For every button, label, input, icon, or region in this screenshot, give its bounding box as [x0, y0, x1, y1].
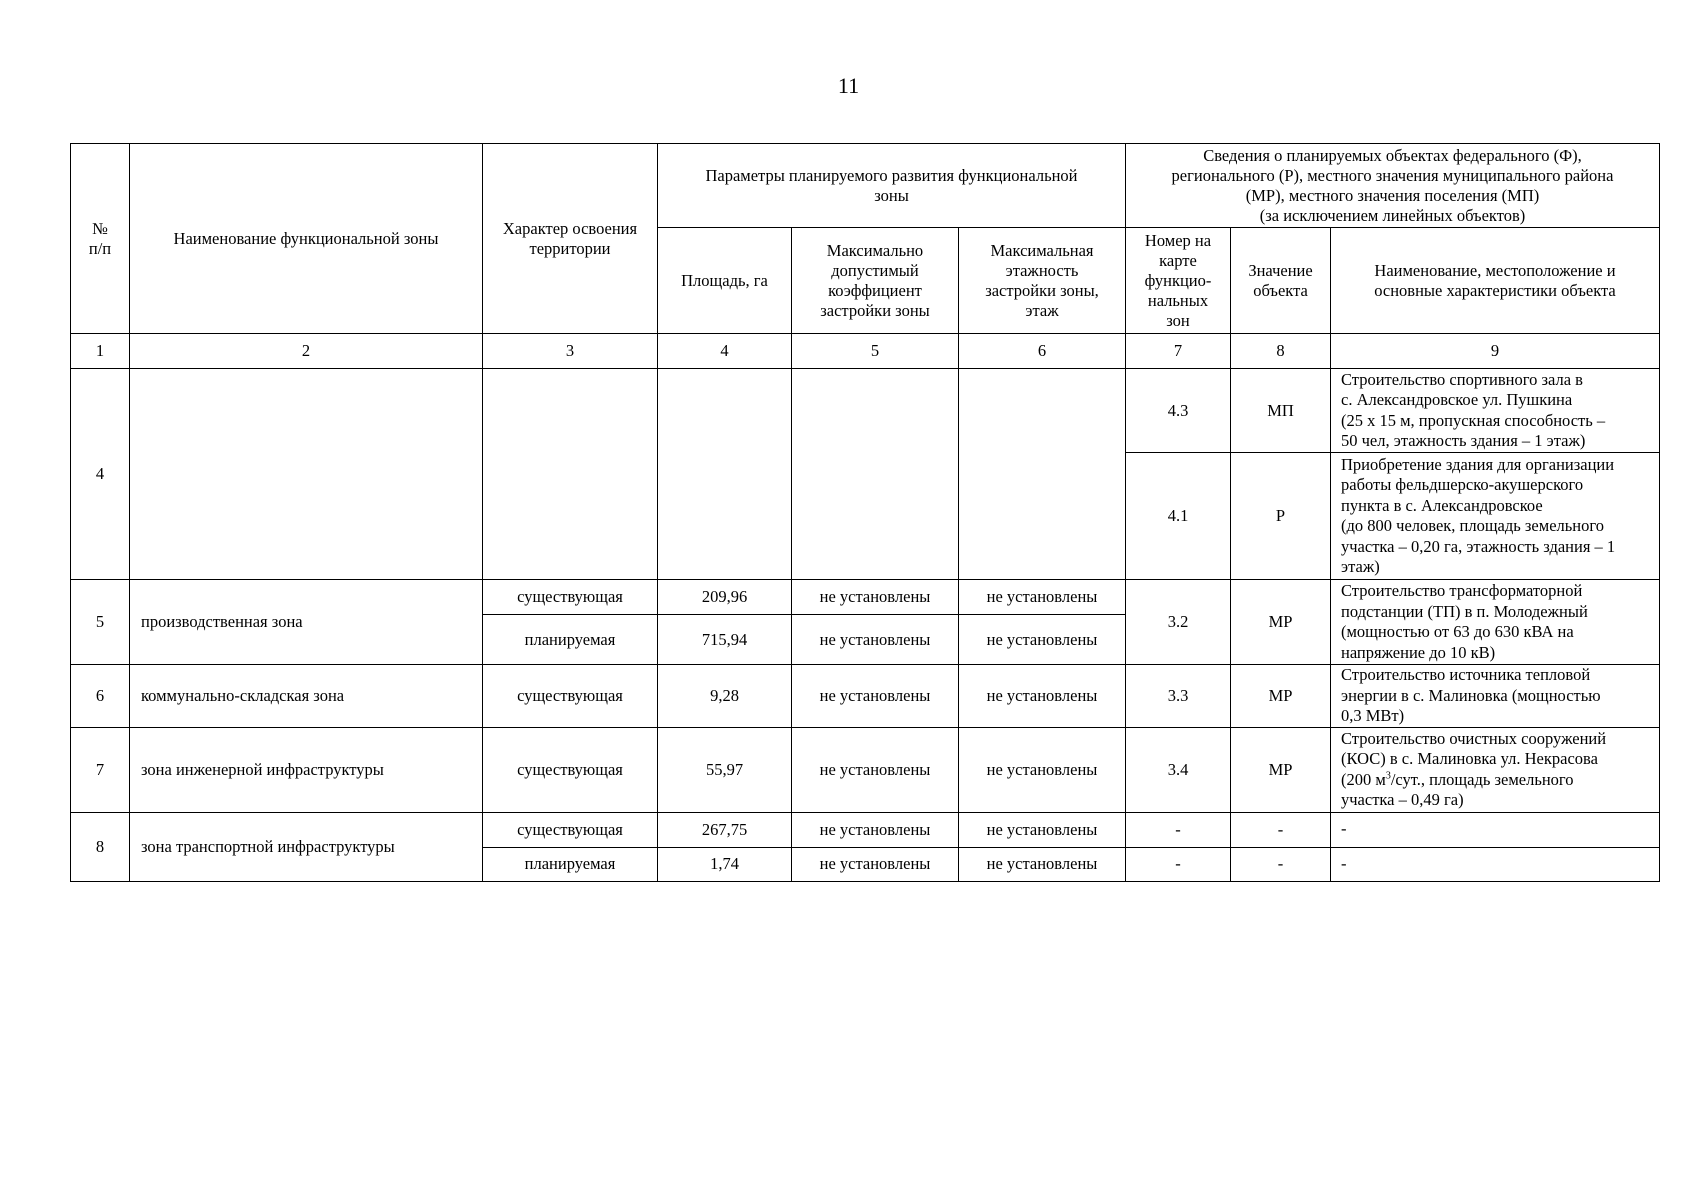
zone-name-cell: коммунально-складская зона — [130, 665, 483, 728]
floors-cell: не установлены — [959, 580, 1126, 615]
floors-cell: не установлены — [959, 665, 1126, 728]
area-cell — [658, 369, 792, 580]
header-row-1 — [71, 144, 1660, 228]
map-number-cell: 4.3 — [1126, 369, 1231, 453]
row-number: 4 — [71, 369, 130, 580]
object-value-cell: МП — [1231, 369, 1331, 453]
column-number: 5 — [792, 334, 959, 369]
column-number: 8 — [1231, 334, 1331, 369]
column-number: 3 — [483, 334, 658, 369]
map-number-cell: 3.2 — [1126, 580, 1231, 665]
column-number: 9 — [1331, 334, 1660, 369]
header-max-coef: Максимально допустимый коэффициент застройки зоны — [792, 228, 959, 334]
area-cell: 209,96 — [658, 580, 792, 615]
map-number-cell: 3.3 — [1126, 665, 1231, 728]
area-cell: 1,74 — [658, 847, 792, 881]
header-zone-name: Наименование функциональной зоны — [130, 144, 483, 334]
row-number: 8 — [71, 812, 130, 881]
floors-cell: не установлены — [959, 615, 1126, 665]
object-value-cell: - — [1231, 847, 1331, 881]
row-number: 5 — [71, 580, 130, 665]
floors-cell: не установлены — [959, 812, 1126, 847]
object-description: - — [1331, 812, 1660, 847]
coef-cell: не установлены — [792, 580, 959, 615]
character-cell: существующая — [483, 665, 658, 728]
zone-name-cell: зона транспортной инфраструктуры — [130, 812, 483, 881]
page-number: 11 — [837, 73, 860, 98]
area-cell: 267,75 — [658, 812, 792, 847]
header-params-group: Параметры планируемого развития функциональной зоны — [658, 144, 1126, 228]
character-cell — [483, 369, 658, 580]
object-description: - — [1331, 847, 1660, 881]
table-row — [71, 369, 1660, 453]
header-area: Площадь, га — [658, 228, 792, 334]
floors-cell — [959, 369, 1126, 580]
map-number-cell: - — [1126, 812, 1231, 847]
header-character: Характер освоения территории — [483, 144, 658, 334]
column-number: 2 — [130, 334, 483, 369]
header-num: № п/п — [71, 144, 130, 334]
character-cell: существующая — [483, 727, 658, 812]
object-value-cell: МР — [1231, 727, 1331, 812]
header-object-desc: Наименование, местоположение и основные характеристики объекта — [1331, 228, 1660, 334]
table-row — [71, 727, 1660, 812]
object-value-cell: Р — [1231, 453, 1331, 580]
table-row — [71, 812, 1660, 847]
object-description: Приобретение здания для организации работы фельдшерско-акушерского пункта в с. Александровское (до 800 человек, площадь земельного участка – 0,20 га, этажность здания – 1 этаж) — [1331, 453, 1660, 580]
header-max-floors: Максимальная этажность застройки зоны, этаж — [959, 228, 1126, 334]
column-number: 4 — [658, 334, 792, 369]
zone-name-cell — [130, 369, 483, 580]
character-cell: существующая — [483, 812, 658, 847]
map-number-cell: - — [1126, 847, 1231, 881]
coef-cell: не установлены — [792, 847, 959, 881]
object-description: Строительство очистных сооружений (КОС) в с. Малиновка ул. Некрасова (200 $м^3$/сут., площадь земельного участка – 0,49 га) — [1331, 727, 1660, 812]
object-description: Строительство спортивного зала в с. Александровское ул. Пушкина (25 х 15 м, пропускная способность – 50 чел, этажность здания – 1 этаж) — [1331, 369, 1660, 453]
row-number: 6 — [71, 665, 130, 728]
column-number: 1 — [71, 334, 130, 369]
area-cell: 9,28 — [658, 665, 792, 728]
column-number-row — [71, 334, 1660, 369]
character-cell: планируемая — [483, 847, 658, 881]
column-number: 7 — [1126, 334, 1231, 369]
header-map-number: Номер на карте функцио- нальных зон — [1126, 228, 1231, 334]
area-cell: 715,94 — [658, 615, 792, 665]
row-number: 7 — [71, 727, 130, 812]
functional-zones-table — [70, 143, 1660, 882]
character-cell: планируемая — [483, 615, 658, 665]
object-value-cell: МР — [1231, 665, 1331, 728]
header-objects-group: Сведения о планируемых объектах федерального (Ф), регионального (Р), местного значения муниципального района (МР), местного значения поселения (МП) (за исключением линейных объектов) — [1126, 144, 1660, 228]
capacity-line: (200 $м^3$/сут., площадь земельного — [1341, 769, 1574, 789]
map-number-cell: 3.4 — [1126, 727, 1231, 812]
floors-cell: не установлены — [959, 847, 1126, 881]
object-value-cell: - — [1231, 812, 1331, 847]
object-description: Строительство источника тепловой энергии в с. Малиновка (мощностью 0,3 МВт) — [1331, 665, 1660, 728]
coef-cell: не установлены — [792, 727, 959, 812]
column-number: 6 — [959, 334, 1126, 369]
coef-cell: не установлены — [792, 665, 959, 728]
table-row — [71, 580, 1660, 615]
table-row — [71, 665, 1660, 728]
object-value-cell: МР — [1231, 580, 1331, 665]
coef-cell: не установлены — [792, 812, 959, 847]
map-number-cell: 4.1 — [1126, 453, 1231, 580]
floors-cell: не установлены — [959, 727, 1126, 812]
coef-cell: не установлены — [792, 615, 959, 665]
character-cell: существующая — [483, 580, 658, 615]
header-object-value: Значение объекта — [1231, 228, 1331, 334]
zone-name-cell: производственная зона — [130, 580, 483, 665]
area-cell: 55,97 — [658, 727, 792, 812]
object-description: Строительство трансформаторной подстанции (ТП) в п. Молодежный (мощностью от 63 до 630 кВА на напряжение до 10 кВ) — [1331, 580, 1660, 665]
coef-cell — [792, 369, 959, 580]
zone-name-cell: зона инженерной инфраструктуры — [130, 727, 483, 812]
